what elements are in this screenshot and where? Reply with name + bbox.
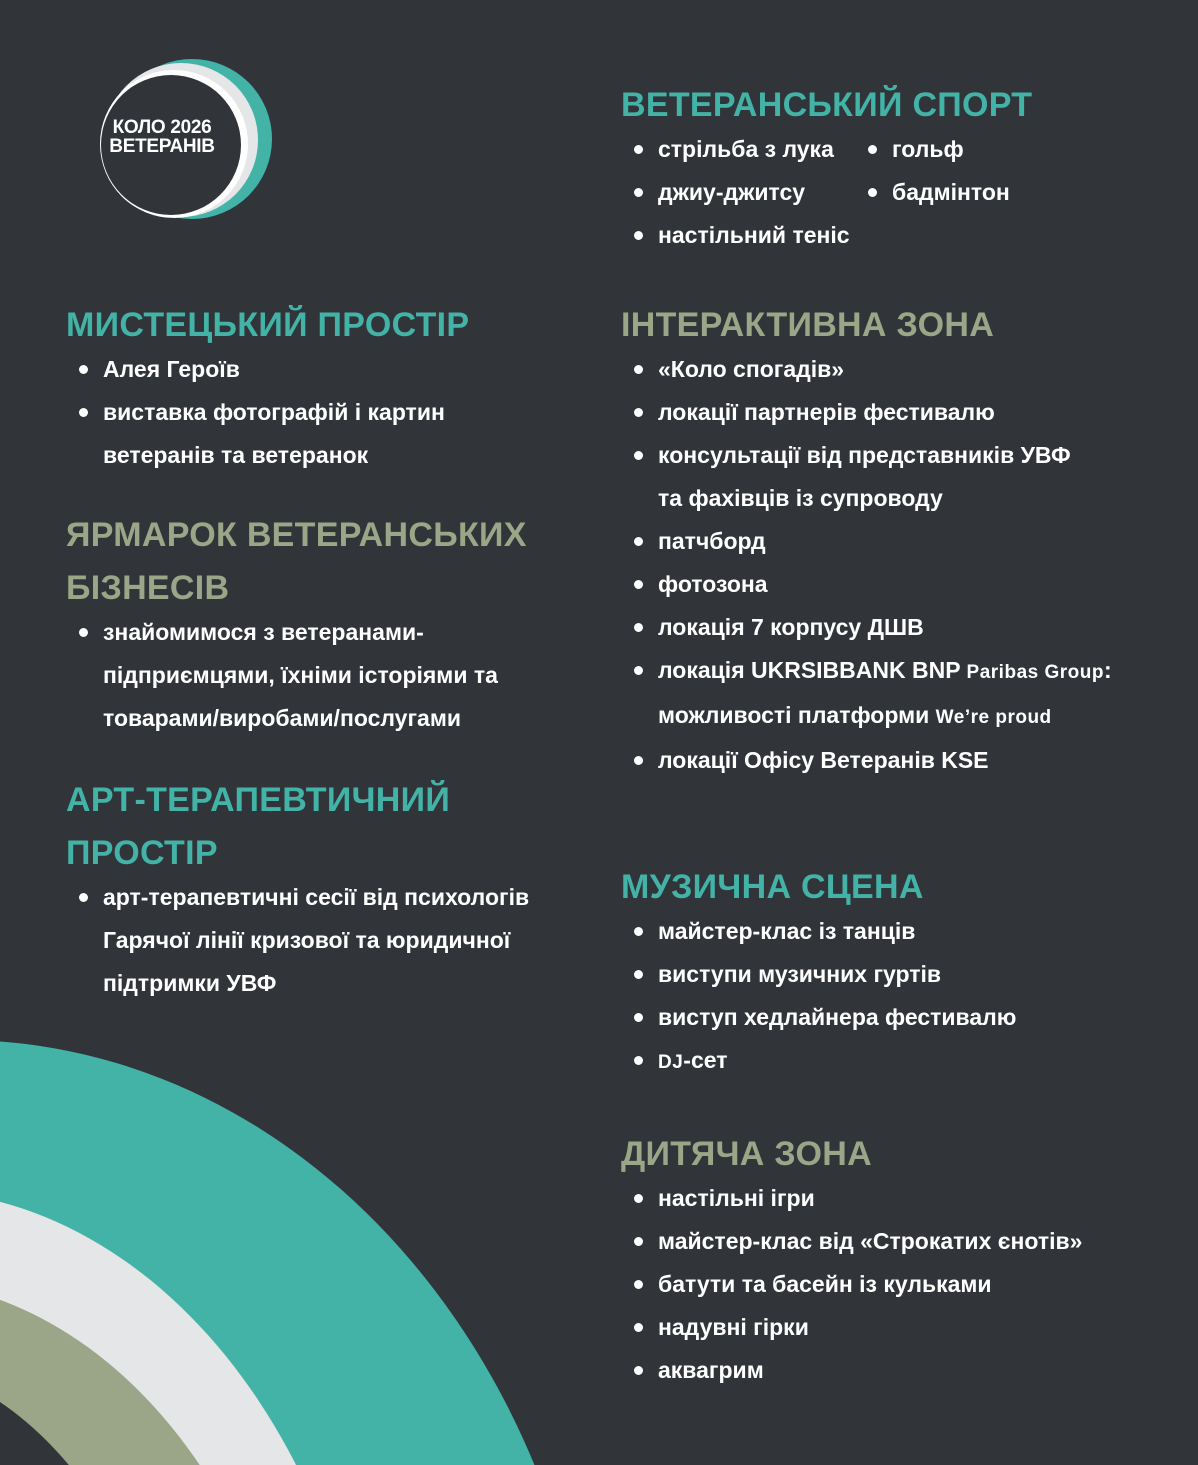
- list-item: майстер-клас від «Строкатих єнотів»: [621, 1220, 1082, 1263]
- music-list: [621, 910, 1016, 1084]
- list-item-continuation: підприємцями, їхніми історіями та: [103, 662, 498, 688]
- list-item: батути та басейн із кульками: [621, 1263, 1082, 1306]
- section-sport: [621, 79, 1055, 257]
- list-item: фотозона: [621, 563, 1112, 606]
- list-item-continuation: Гарячої лінії кризової та юридичної: [103, 927, 511, 953]
- art-therapy-list: [66, 876, 529, 1005]
- section-title-art-space: МИСТЕЦЬКИЙ ПРОСТІР: [66, 306, 470, 344]
- section-title-sport: ВЕТЕРАНСЬКИЙ СПОРТ: [621, 86, 1033, 124]
- list-item: гольф: [855, 128, 1055, 171]
- item-text: :: [1103, 657, 1112, 683]
- section-music: [621, 861, 1016, 1084]
- list-item: виставка фотографій і картин: [66, 391, 469, 434]
- title-line-2: БІЗНЕСІВ: [66, 569, 230, 607]
- list-item: майстер-клас із танців: [621, 910, 1016, 953]
- section-title-interactive: ІНТЕРАКТИВНА ЗОНА: [621, 306, 995, 344]
- section-fair: [66, 509, 527, 740]
- item-text-small-caps: Paribas Group: [966, 662, 1104, 683]
- list-item: настільний теніс: [621, 214, 855, 257]
- list-item: знайомимося з ветеранами-: [66, 611, 527, 654]
- section-title-music: МУЗИЧНА СЦЕНА: [621, 868, 924, 906]
- list-item: локації Офісу Ветеранів KSE: [621, 739, 1112, 782]
- list-item-continuation: товарами/виробами/послугами: [103, 705, 461, 731]
- section-title-fair: [66, 509, 527, 615]
- list-item: настільні ігри: [621, 1177, 1082, 1220]
- list-item: стрільба з лука: [621, 128, 855, 171]
- logo-text: [102, 118, 222, 156]
- list-item: локація 7 корпусу ДШВ: [621, 606, 1112, 649]
- list-item: Алея Героїв: [66, 348, 469, 391]
- item-text: локація UKRSIBBANK BNP: [658, 657, 967, 683]
- interactive-list: [621, 348, 1112, 782]
- art-space-list: [66, 348, 469, 477]
- list-item: джиу-джитсу: [621, 171, 855, 214]
- list-item-continuation: ветеранів та ветеранок: [103, 442, 369, 468]
- list-item: арт-терапевтичні сесії від психологів: [66, 876, 529, 919]
- item-text: -сет: [683, 1047, 728, 1073]
- list-item: локації партнерів фестивалю: [621, 391, 1112, 434]
- title-line-1: АРТ-ТЕРАПЕВТИЧНИЙ: [66, 781, 451, 819]
- list-item-continuation: підтримки УВФ: [103, 970, 277, 996]
- section-interactive: [621, 299, 1112, 782]
- section-title-art-therapy: [66, 774, 529, 880]
- list-item: виступи музичних гуртів: [621, 953, 1016, 996]
- fair-list: [66, 611, 527, 740]
- title-line-2: ПРОСТІР: [66, 834, 218, 872]
- sport-list: [621, 128, 1055, 257]
- section-title-kids: ДИТЯЧА ЗОНА: [621, 1135, 873, 1173]
- kids-list: [621, 1177, 1082, 1392]
- item-text: можливості платформи: [658, 702, 936, 728]
- list-item: «Коло спогадів»: [621, 348, 1112, 391]
- list-item: надувні гірки: [621, 1306, 1082, 1349]
- item-text-small-caps: We’re proud: [935, 707, 1052, 728]
- list-item-continuation: [621, 694, 1112, 739]
- list-item-continuation: та фахівців із супроводу: [658, 485, 943, 511]
- list-item: виступ хедлайнера фестивалю: [621, 996, 1016, 1039]
- list-item: [621, 649, 1112, 694]
- list-item: патчборд: [621, 520, 1112, 563]
- list-item: [621, 1039, 1016, 1084]
- section-kids: [621, 1128, 1082, 1392]
- list-item: бадмінтон: [855, 171, 1055, 214]
- logo-line-1: КОЛО 2026: [112, 117, 212, 138]
- list-item: консультації від представників УВФ: [621, 434, 1112, 477]
- section-art-space: [66, 299, 469, 477]
- title-line-1: ЯРМАРОК ВЕТЕРАНСЬКИХ: [66, 516, 527, 554]
- list-item: аквагрим: [621, 1349, 1082, 1392]
- section-art-therapy: [66, 774, 529, 1005]
- logo-line-2: ВЕТЕРАНІВ: [109, 136, 215, 157]
- item-text-small-caps: DJ: [658, 1052, 684, 1073]
